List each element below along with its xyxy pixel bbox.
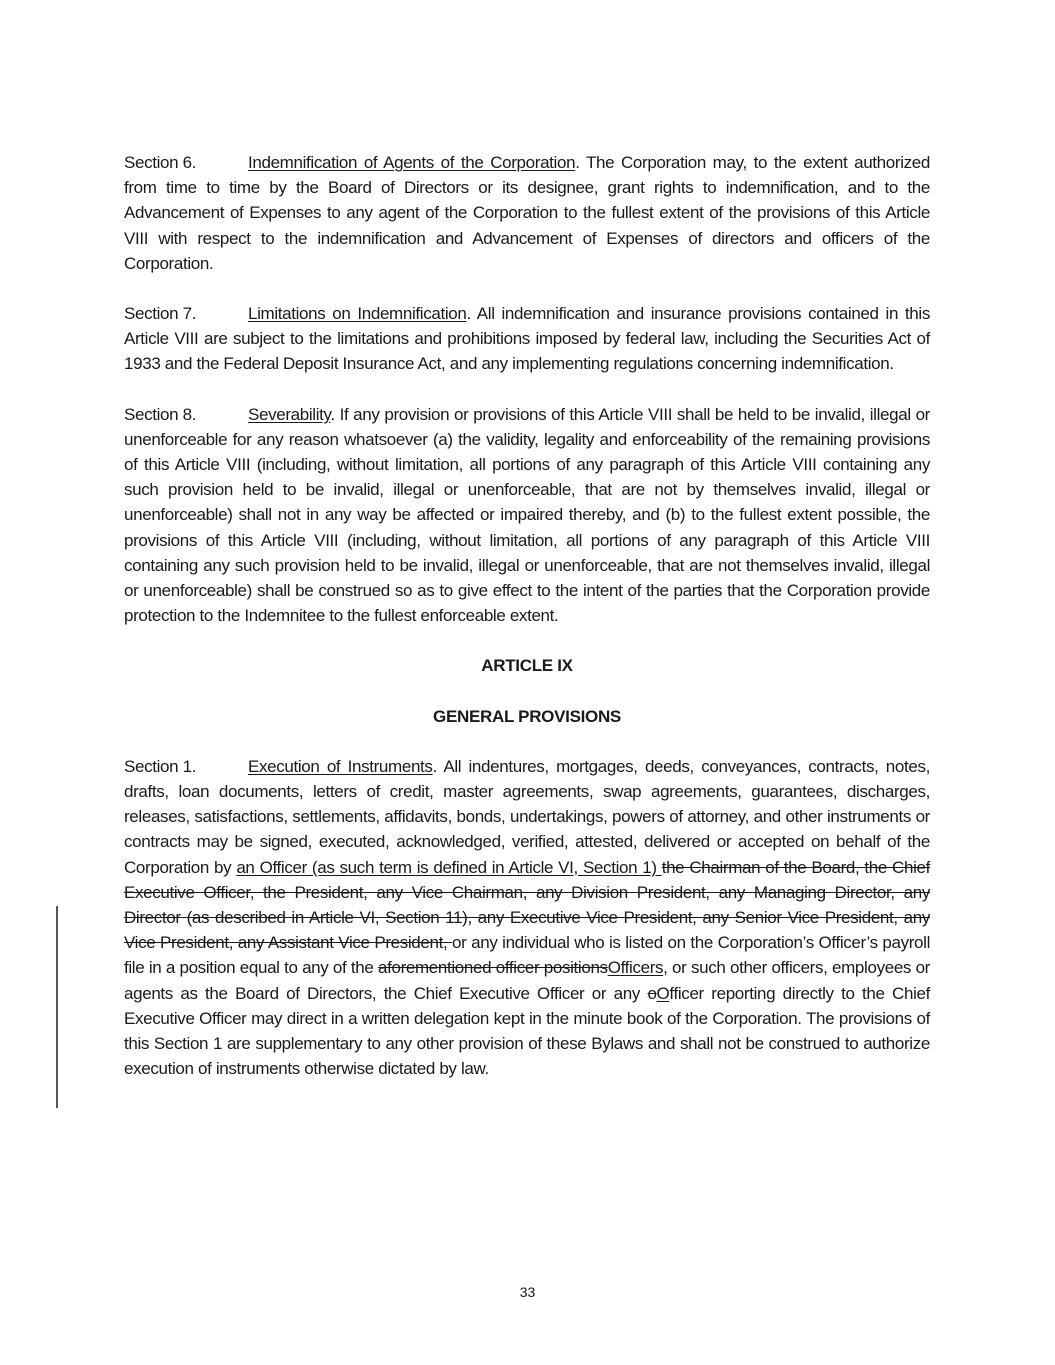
- section-title: Execution of Instruments: [248, 756, 433, 776]
- section-text: . All indentures, mortgages, deeds, conveyances, contracts, notes, drafts, loan documents, letters of credit, master agreements, swap agreements, guarantees, discharges, releases, satisfactions, settlements, affidavits, bonds, undertakings, powers of attorney, and other instruments or contracts may be signed, executed, acknowledged, verified, attested, delivered or accepted on behalf of the Corporation by: [124, 756, 930, 877]
- section-text: , or such other officers, employees or agents as the Board of Directors, the Chief Executive Officer or any: [124, 958, 930, 1003]
- section-number: Section 1.: [124, 756, 197, 776]
- section-text: or any individual who is listed on the Corporation’s Officer’s payroll file in a position equal to any of the: [124, 933, 931, 978]
- inserted-text: Officers: [607, 958, 664, 978]
- section-number: Section 7.: [124, 304, 197, 324]
- document-page: [124, 150, 930, 1107]
- section-body: . If any provision or provisions of this Article VIII shall be held to be invalid, illegal or unenforceable for any reason whatsoever (a) the validity, legality and enforceability of the remaining provisions of this Article VIII (including, without limitation, all portions of any paragraph of this Article VIII containing any such provision held to be invalid, illegal or unenforceable, that are not by themselves invalid, illegal or unenforceable) shall not in any way be affected or impaired thereby, and (b) to the fullest extent possible, the provisions of this Article VIII (including, without limitation, all portions of any paragraph of this Article VIII containing any such provision held to be invalid, illegal or unenforceable, that are not themselves invalid, illegal or unenforceable) shall be construed so as to give effect to the intent of the parties that the Corporation provide protection to the Indemnitee to the fullest enforceable extent.: [124, 404, 930, 626]
- section-title: Limitations on Indemnification: [248, 304, 467, 324]
- section-number: Section 8.: [124, 404, 197, 424]
- section-title: Severability: [248, 404, 331, 424]
- section-text: fficer reporting directly to the Chief Executive Officer may direct in a written delegation kept in the minute book of the Corporation. The provisions of this Section 1 are supplementary to any other provision of these Bylaws and shall not be construed to authorize execution of instruments otherwise dictated by law.: [124, 983, 930, 1079]
- page-number: 33: [519, 1284, 536, 1300]
- article-ix-section-1-paragraph: [124, 754, 930, 1082]
- section-title: Indemnification of Agents of the Corporation: [248, 153, 576, 172]
- section-number: Section 6.: [124, 153, 197, 172]
- section-7-paragraph: [124, 301, 930, 377]
- inserted-text: O: [656, 983, 670, 1003]
- revision-change-bar: [56, 906, 58, 1108]
- deleted-text: the Chairman of the Board, the Chief Executive Officer, the President, any Vice Chairman, any Division President, any Managing Director, any Director (as described in Article VI, Section 11), any Executive Vice President, any Senior Vice President, any Vice President, any Assistant Vice President,: [124, 857, 930, 953]
- inserted-text: an Officer (as such term is defined in Article VI, Section 1): [236, 857, 662, 877]
- article-heading: ARTICLE IX: [481, 656, 573, 676]
- deleted-text: aforementioned officer positions: [377, 958, 608, 978]
- section-body: . All indemnification and insurance provisions contained in this Article VIII are subject to the limitations and prohibitions imposed by federal law, including the Securities Act of 1933 and the Federal Deposit Insurance Act, and any implementing regulations concerning indemnification.: [124, 304, 930, 374]
- section-body: . The Corporation may, to the extent authorized from time to time by the Board of Directors or its designee, grant rights to indemnification, and to the Advancement of Expenses to any agent of the Corporation to the fullest extent of the provisions of this Article VIII with respect to the indemnification and Advancement of Expenses of directors and officers of the Corporation.: [124, 153, 930, 273]
- section-8-paragraph: [124, 402, 930, 629]
- deleted-text: o: [647, 983, 657, 1003]
- article-subheading: GENERAL PROVISIONS: [433, 706, 621, 726]
- section-6-paragraph: [124, 150, 930, 276]
